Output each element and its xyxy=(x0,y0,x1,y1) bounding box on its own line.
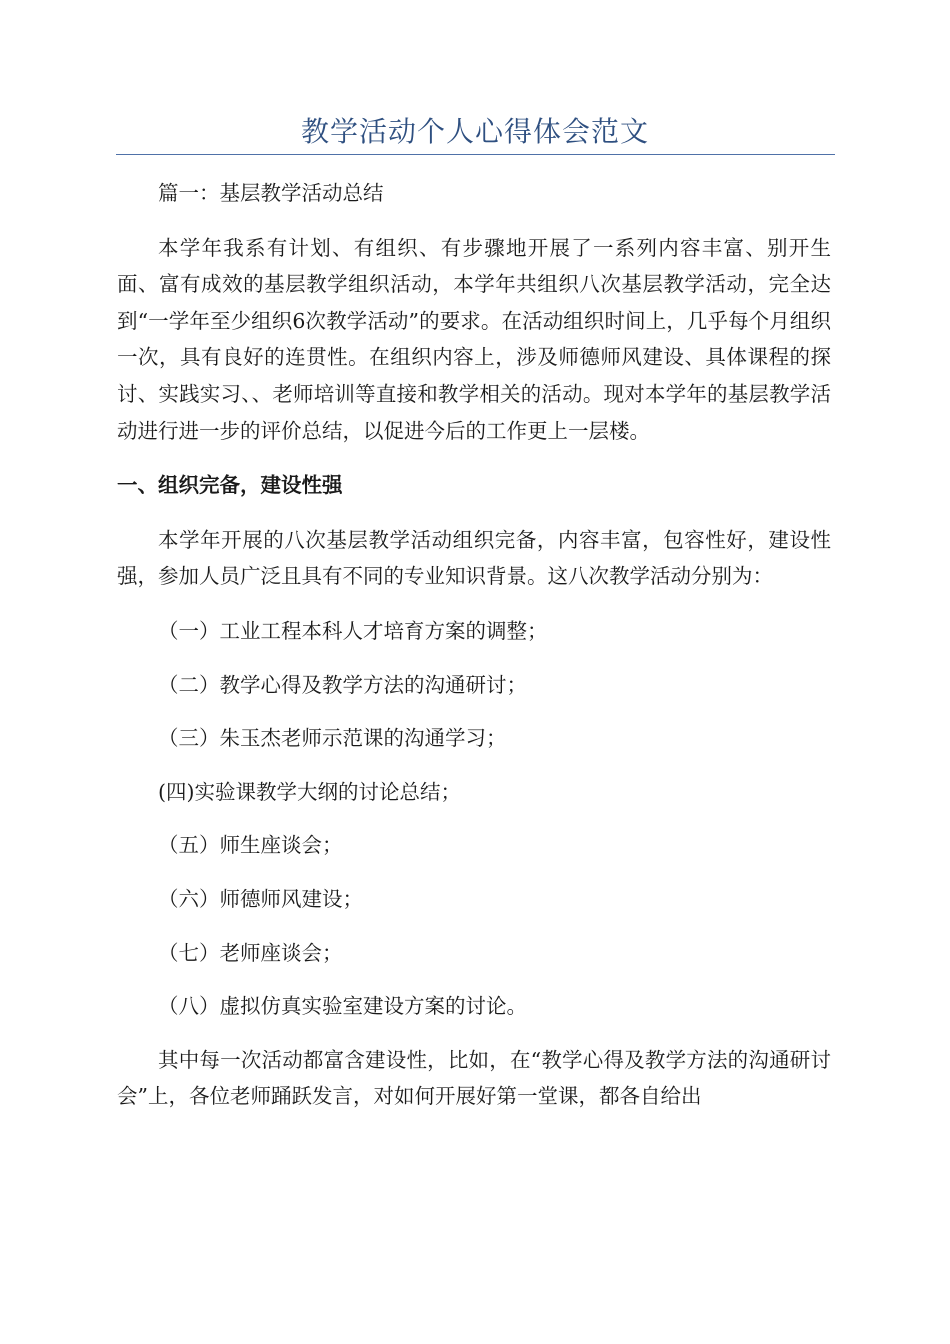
activity-item-3: （三）朱玉杰老师示范课的沟通学习； xyxy=(158,726,507,751)
section-1-heading: 一、组织完备，建设性强 xyxy=(117,473,343,498)
section-1-paragraph: 本学年开展的八次基层教学活动组织完备，内容丰富，包容性好，建设性强，参加人员广泛且具有不同的专业知识背景。这八次教学活动分别为： xyxy=(117,527,831,589)
part-heading: 篇一：基层教学活动总结 xyxy=(158,181,384,205)
document-title: 教学活动个人心得体会范文 xyxy=(300,115,649,148)
closing-paragraph: 其中每一次活动都富含建设性，比如，在“教学心得及教学方法的沟通研讨会”上，各位老师踊跃发言，对如何开展好第一堂课，都各自给出 xyxy=(117,1047,831,1109)
title-underline xyxy=(116,154,835,155)
activity-item-6: （六）师德师风建设； xyxy=(158,886,363,911)
activity-item-4: (四)实验课教学大纲的讨论总结； xyxy=(158,779,461,804)
activity-item-5: （五）师生座谈会； xyxy=(158,833,343,858)
activity-item-7: （七）老师座谈会； xyxy=(158,940,343,965)
activity-item-8: （八）虚拟仿真实验室建设方案的讨论。 xyxy=(158,994,527,1019)
intro-paragraph: 本学年我系有计划、有组织、有步骤地开展了一系列内容丰富、别开生面、富有成效的基层教学组织活动，本学年共组织八次基层教学活动，完全达到“一学年至少组织6次教学活动”的要求。在活动组织时间上，几乎每个月组织一次，具有良好的连贯性。在组织内容上，涉及师德师风建设、具体课程的探讨、实践实习、、老师培训等直接和教学相关的活动。现对本学年的基层教学活动进行进一步的评价总结，以促进今后的工作更上一层楼。 xyxy=(117,235,831,443)
document-body xyxy=(117,175,831,1115)
activity-item-1: （一）工业工程本科人才培育方案的调整； xyxy=(158,618,548,643)
activity-item-2: （二）教学心得及教学方法的沟通研讨； xyxy=(158,672,527,697)
